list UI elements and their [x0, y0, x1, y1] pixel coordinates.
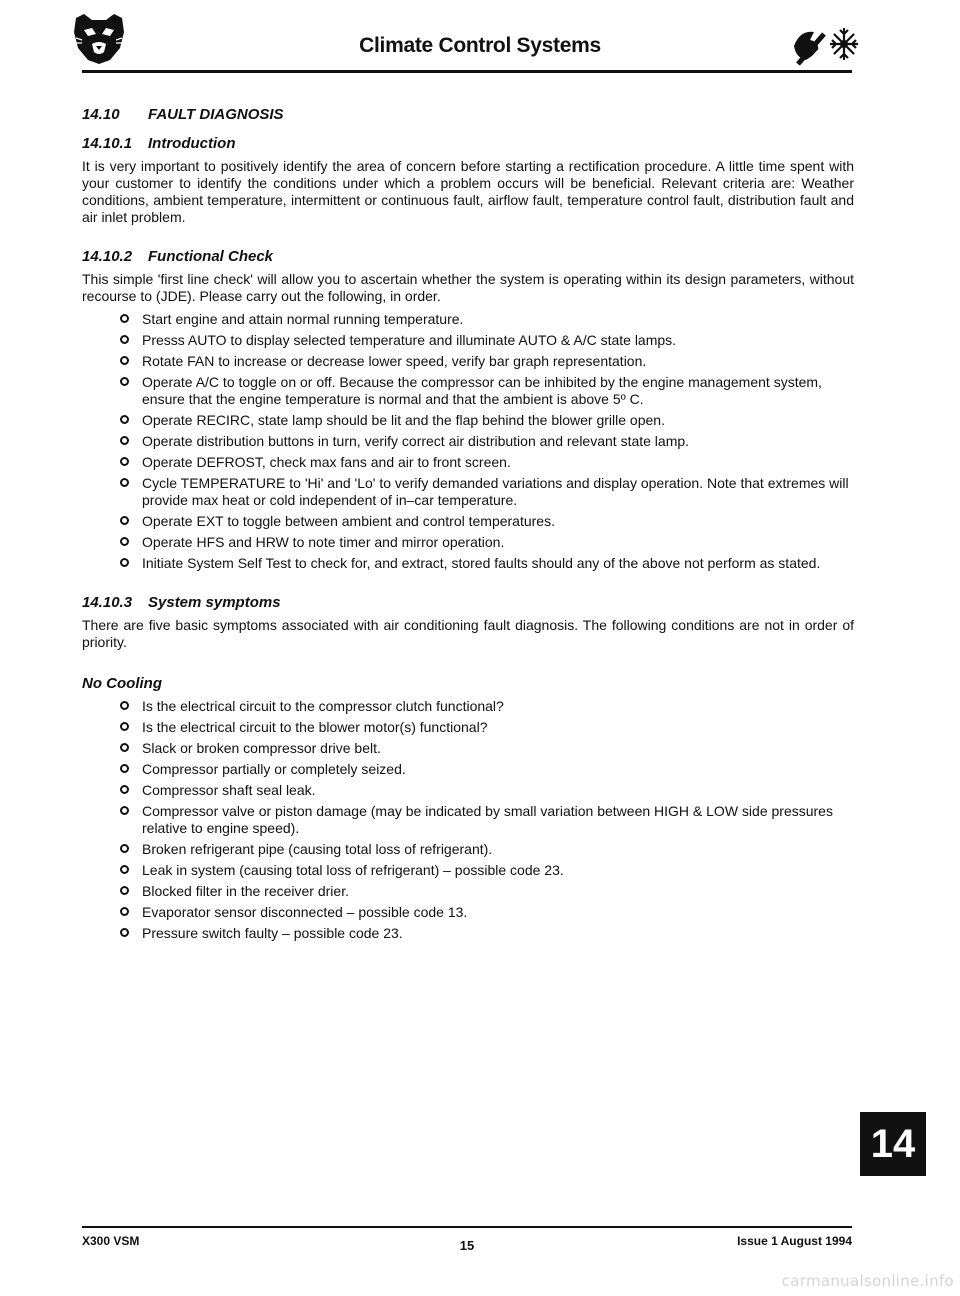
list-item: Blocked filter in the receiver drier.: [82, 883, 854, 900]
bullet-icon: [120, 865, 129, 874]
bullet-icon: [120, 722, 129, 731]
document-body: [82, 100, 854, 942]
chapter-tab: 14: [860, 1112, 926, 1176]
list-item: Operate A/C to toggle on or off. Because the compressor can be inhibited by the engine management system, ensure that the engine temperature is normal and that the ambient is above 5º C.: [82, 374, 854, 408]
watermark: carmanualsonline.info: [781, 1272, 954, 1290]
no-cooling-list: [82, 698, 854, 942]
symptoms-text: There are five basic symptoms associated with air conditioning fault diagnosis. The following conditions are not in order of priority.: [82, 617, 854, 650]
bullet-icon: [120, 743, 129, 752]
list-item: Operate RECIRC, state lamp should be lit and the flap behind the blower grille open.: [82, 412, 854, 429]
list-item: Cycle TEMPERATURE to 'Hi' and 'Lo' to verify demanded variations and display operation. Note that extremes will provide max heat or cold independent of in–car temperature.: [82, 475, 854, 509]
list-item: Pressure switch faulty – possible code 23.: [82, 925, 854, 942]
list-item: Broken refrigerant pipe (causing total loss of refrigerant).: [82, 841, 854, 858]
bullet-icon: [120, 907, 129, 916]
list-item: Operate HFS and HRW to note timer and mirror operation.: [82, 534, 854, 551]
functional-check-text: This simple 'first line check' will allow you to ascertain whether the system is operating within its design parameters, without recourse to (JDE). Please carry out the following, in order.: [82, 271, 854, 304]
list-item: Slack or broken compressor drive belt.: [82, 740, 854, 757]
functional-check-list: [82, 311, 854, 572]
introduction-text: It is very important to positively identify the area of concern before starting a rectification procedure. A little time spent with your customer to identify the conditions under which a problem occurs will be beneficial. Relevant criteria are: Weather conditions, ambient temperature, intermittent or continuous fault, airflow fault, temperature control fault, distribution fault and air inlet problem.: [82, 158, 854, 225]
list-item: Operate distribution buttons in turn, verify correct air distribution and relevant state lamp.: [82, 433, 854, 450]
list-item: Start engine and attain normal running temperature.: [82, 311, 854, 328]
bullet-icon: [120, 558, 129, 567]
bullet-icon: [120, 335, 129, 344]
bullet-icon: [120, 436, 129, 445]
bullet-icon: [120, 764, 129, 773]
bullet-icon: [120, 478, 129, 487]
list-item: Operate EXT to toggle between ambient and control temperatures.: [82, 513, 854, 530]
list-item: Is the electrical circuit to the compressor clutch functional?: [82, 698, 854, 715]
bullet-icon: [120, 415, 129, 424]
list-item: Rotate FAN to increase or decrease lower speed, verify bar graph representation.: [82, 353, 854, 370]
bullet-icon: [120, 886, 129, 895]
bullet-icon: [120, 516, 129, 525]
bullet-icon: [120, 457, 129, 466]
header-rule: [82, 70, 852, 73]
bullet-icon: [120, 377, 129, 386]
functional-check-title: Functional Check: [148, 248, 274, 265]
footer-rule: [82, 1226, 852, 1228]
introduction-title: Introduction: [148, 135, 236, 152]
list-item: Compressor partially or completely seized.: [82, 761, 854, 778]
list-item: Leak in system (causing total loss of refrigerant) – possible code 23.: [82, 862, 854, 879]
bullet-icon: [120, 785, 129, 794]
section-number: 14.10: [82, 106, 120, 123]
list-item: Compressor shaft seal leak.: [82, 782, 854, 799]
list-item: Compressor valve or piston damage (may be indicated by small variation between HIGH & LOW side pressures relative to engine speed).: [82, 803, 854, 837]
symptoms-heading: [82, 594, 854, 611]
no-cooling-heading: No Cooling: [82, 675, 162, 692]
footer-manual-code: X300 VSM: [82, 1234, 140, 1248]
symptoms-title: System symptoms: [148, 594, 281, 611]
bullet-icon: [120, 701, 129, 710]
bullet-icon: [120, 806, 129, 815]
list-item: Presss AUTO to display selected temperature and illuminate AUTO & A/C state lamps.: [82, 332, 854, 349]
functional-check-number: 14.10.2: [82, 248, 133, 265]
introduction-number: 14.10.1: [82, 135, 133, 152]
list-item: Is the electrical circuit to the blower motor(s) functional?: [82, 719, 854, 736]
list-item: Operate DEFROST, check max fans and air to front screen.: [82, 454, 854, 471]
bullet-icon: [120, 928, 129, 937]
climate-fan-snowflake-icon: [790, 20, 864, 70]
bullet-icon: [120, 314, 129, 323]
page-header: [0, 0, 960, 80]
footer-issue-date: Issue 1 August 1994: [737, 1234, 852, 1248]
bullet-icon: [120, 356, 129, 365]
introduction-heading: [82, 135, 854, 152]
list-item: Evaporator sensor disconnected – possible code 13.: [82, 904, 854, 921]
section-heading: [82, 106, 854, 123]
page-title: Climate Control Systems: [359, 34, 601, 57]
bullet-icon: [120, 537, 129, 546]
page-number: 15: [459, 1238, 475, 1253]
list-item: Initiate System Self Test to check for, and extract, stored faults should any of the above not perform as stated.: [82, 555, 854, 572]
bullet-icon: [120, 844, 129, 853]
functional-check-heading: [82, 248, 854, 265]
symptoms-number: 14.10.3: [82, 594, 133, 611]
section-title: FAULT DIAGNOSIS: [148, 106, 284, 123]
